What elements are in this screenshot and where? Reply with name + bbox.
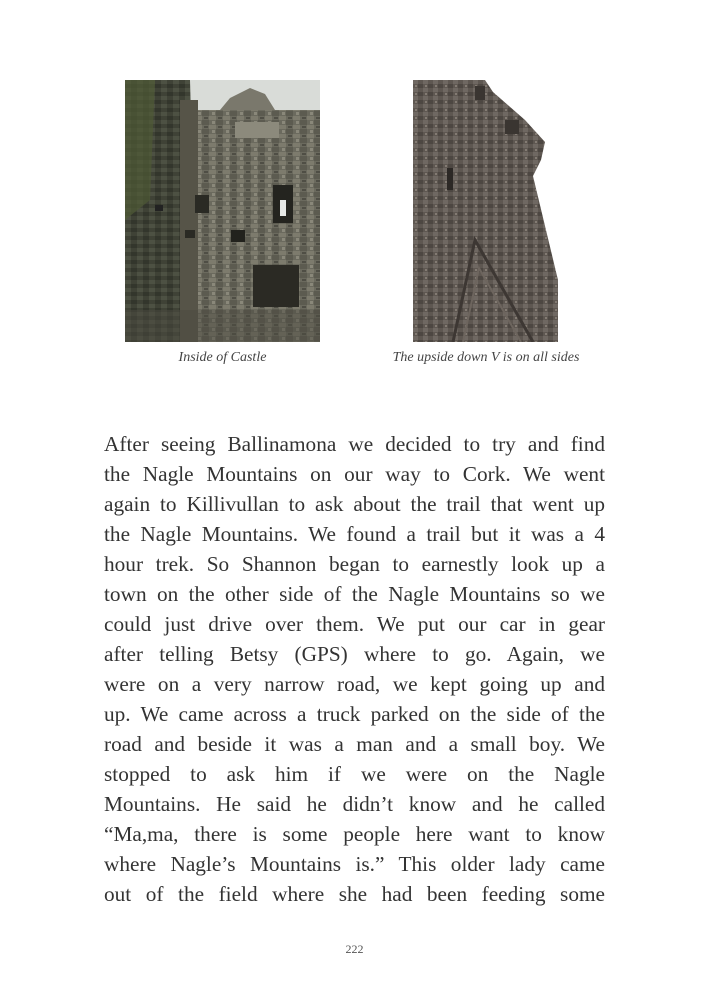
text-line: road and beside it was a man and a small boy. We bbox=[104, 732, 605, 756]
text-line: could just drive over them. We put our car in gear bbox=[104, 612, 605, 636]
text-line: where Nagle’s Mountains is.” This older lady came bbox=[104, 852, 605, 876]
text-line: “Ma,ma, there is some people here want to know bbox=[104, 822, 605, 846]
text-line: hour trek. So Shannon began to earnestly look up a bbox=[104, 552, 605, 576]
castle-tower-exterior-photo bbox=[413, 80, 559, 342]
castle-interior-photo bbox=[125, 80, 320, 342]
page-number: 222 bbox=[345, 942, 364, 956]
text-line: up. We came across a truck parked on the side of the bbox=[104, 702, 605, 726]
body-paragraph bbox=[104, 429, 605, 909]
text-line: the Nagle Mountains on our way to Cork. We went bbox=[104, 462, 605, 486]
text-line: After seeing Ballinamona we decided to try and find bbox=[104, 432, 605, 456]
text-line: again to Killivullan to ask about the trail that went up bbox=[104, 492, 605, 516]
text-line: town on the other side of the Nagle Mountains so we bbox=[104, 582, 605, 606]
text-line: Mountains. He said he didn’t know and he called bbox=[104, 792, 605, 816]
figure-caption-right: The upside down V is on all sides bbox=[392, 350, 580, 365]
text-line: were on a very narrow road, we kept going up and bbox=[104, 672, 605, 696]
text-line: stopped to ask him if we were on the Nagle bbox=[104, 762, 605, 786]
text-line: out of the field where she had been feeding some bbox=[104, 882, 605, 906]
text-line: the Nagle Mountains. We found a trail but it was a 4 bbox=[104, 522, 605, 546]
text-line: after telling Betsy (GPS) where to go. Again, we bbox=[104, 642, 605, 666]
figure-caption-left: Inside of Castle bbox=[178, 350, 267, 365]
